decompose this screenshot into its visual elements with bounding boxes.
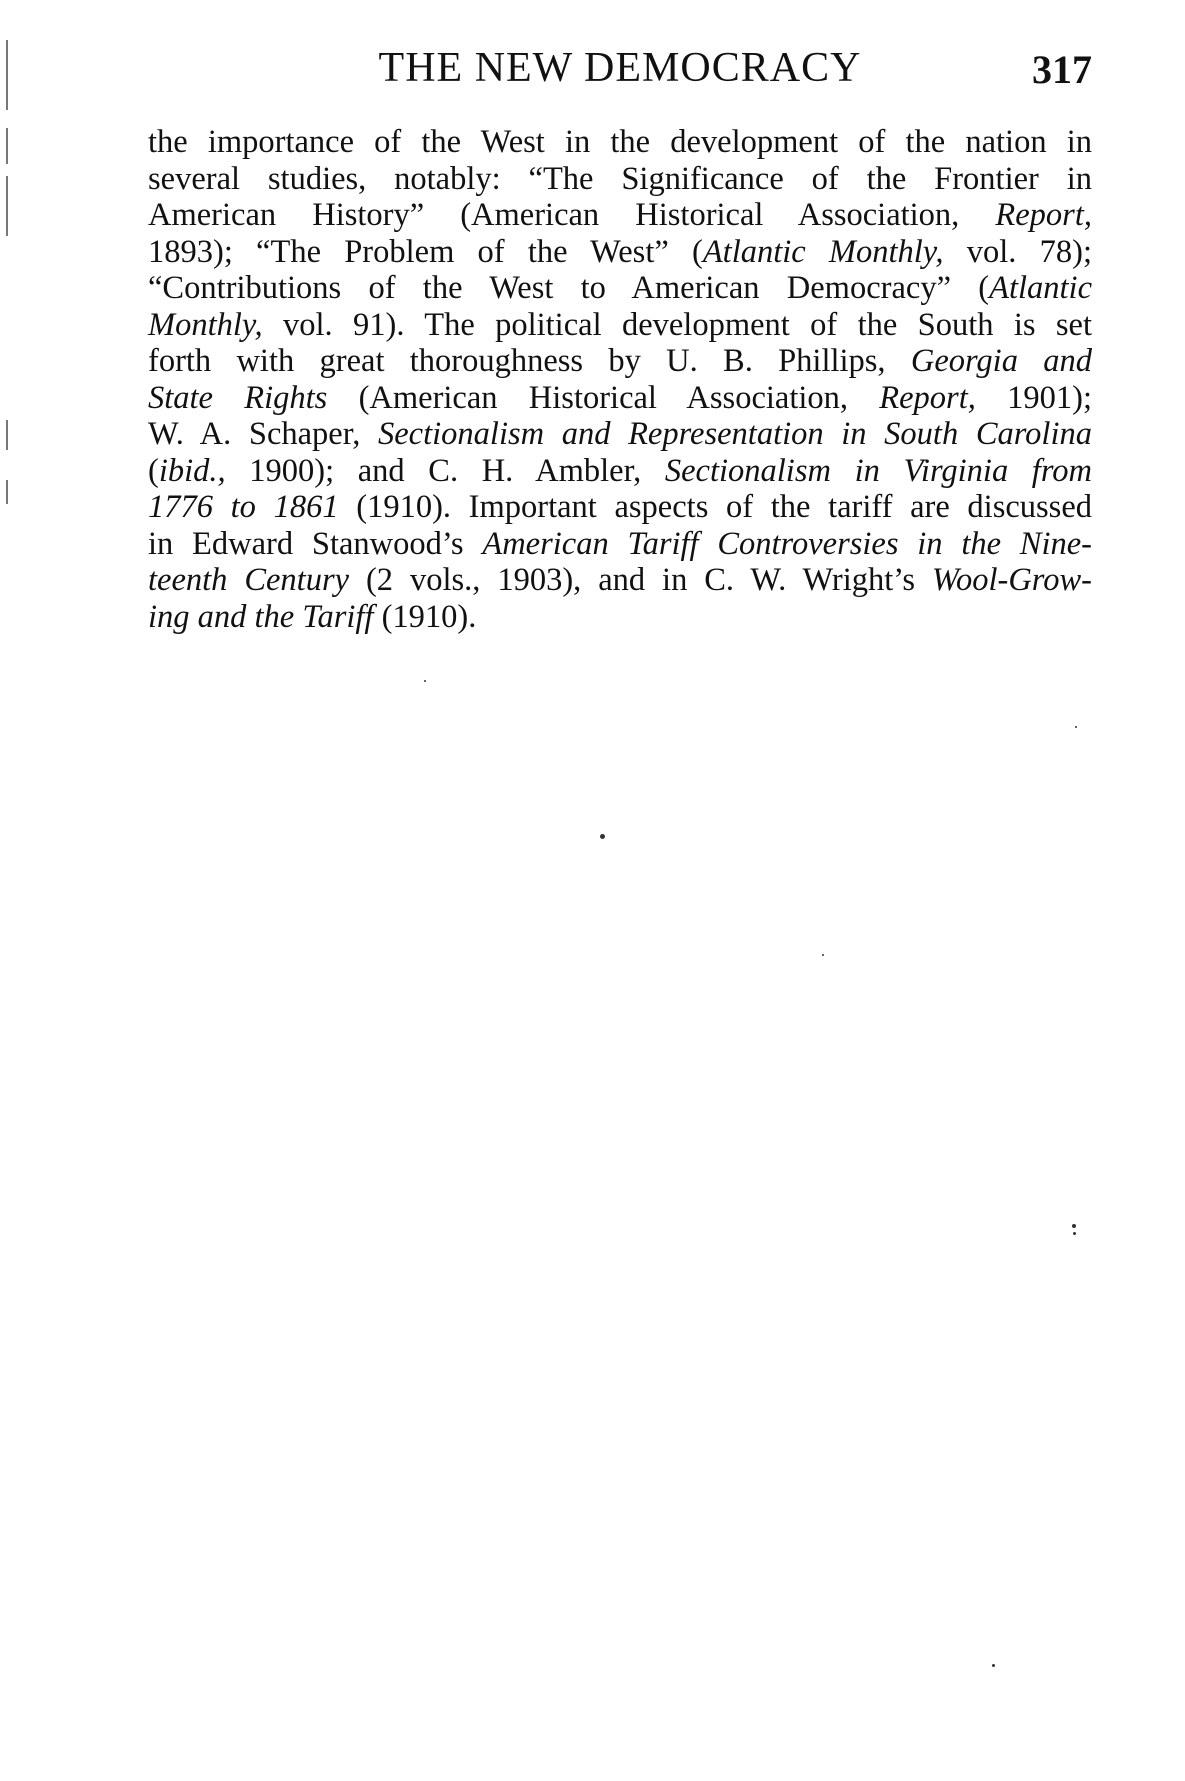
running-head [148,40,1092,96]
italic-title-segment: Report, [879,379,976,416]
text-segment: ( [148,452,159,489]
text-segment: 1901); [975,379,1092,416]
text-line [148,197,1092,234]
text-segment: (American Historical Association, [327,379,880,416]
text-line [148,270,1092,307]
italic-title-segment: ibid., [158,452,226,489]
text-segment: (1910). [373,598,477,635]
scan-tick-mark [6,40,8,110]
page-number: 317 [1032,47,1092,92]
italic-title-segment: State Rights [148,379,328,416]
text-line [148,489,1092,526]
text-segment: vol. 91). The political development of the South is set [262,306,1092,343]
text-segment: (1910). Important aspects of the tariff are discussed [338,489,1092,525]
scan-speck [600,834,605,839]
italic-title-segment: Wool-Grow- [931,562,1092,598]
text-segment: forth with great thoroughness by U. B. Phillips, [148,343,911,379]
italic-title-segment: Atlantic [989,270,1092,306]
text-line [148,307,1092,344]
scan-speck [992,1664,995,1667]
bibliography-paragraph [148,124,1092,635]
scan-speck [1075,726,1077,728]
scan-margin-marks [0,0,14,620]
text-segment: “Contributions of the West to American Democracy” ( [148,270,990,306]
italic-title-segment: ing and the Tariff [148,598,374,635]
text-segment: several studies, notably: “The Significance of the Frontier in [148,160,1092,197]
italic-title-segment: Sectionalism in Virginia from [664,452,1093,489]
text-line [148,124,1092,161]
italic-title-segment: American Tariff Controversies in the Nine- [482,525,1092,562]
text-line [148,234,1092,271]
text-segment: the importance of the West in the development of the nation in [148,124,1092,160]
text-segment: American History” (American Historical Association, [148,197,996,233]
text-line [148,599,1092,636]
scan-speck [822,954,824,956]
scan-tick-mark [6,420,8,450]
text-line [148,416,1092,453]
text-segment: W. A. Schaper, [148,416,378,452]
text-segment: (2 vols., 1903), and in C. W. Wright’s [349,562,932,598]
text-line [148,562,1092,599]
text-line [148,380,1092,417]
text-line [148,453,1092,490]
italic-title-segment: Atlantic Monthly, [702,233,944,270]
text-line [148,161,1092,198]
running-title: THE NEW DEMOCRACY [378,45,862,91]
text-segment: 1893); “The Problem of the West” ( [148,233,703,270]
text-segment: vol. 78); [943,233,1092,270]
text-line [148,526,1092,563]
scan-tick-mark [6,176,8,236]
text-segment: in Edward Stanwood’s [148,525,483,562]
scan-tick-mark [6,128,8,164]
italic-title-segment: Georgia and [910,343,1092,379]
italic-title-segment: teenth Century [148,562,350,598]
scan-speck [424,680,426,682]
italic-title-segment: Report, [995,197,1092,233]
italic-title-segment: 1776 to 1861 [148,489,339,525]
italic-title-segment: Monthly, [148,306,263,343]
scan-speck [1072,1224,1076,1228]
text-segment: 1900); and C. H. Ambler, [225,452,665,489]
text-line [148,343,1092,380]
scan-speck [1073,1232,1076,1235]
italic-title-segment: Sectionalism and Representation in South Carolina [378,416,1092,452]
scan-tick-mark [6,480,8,504]
